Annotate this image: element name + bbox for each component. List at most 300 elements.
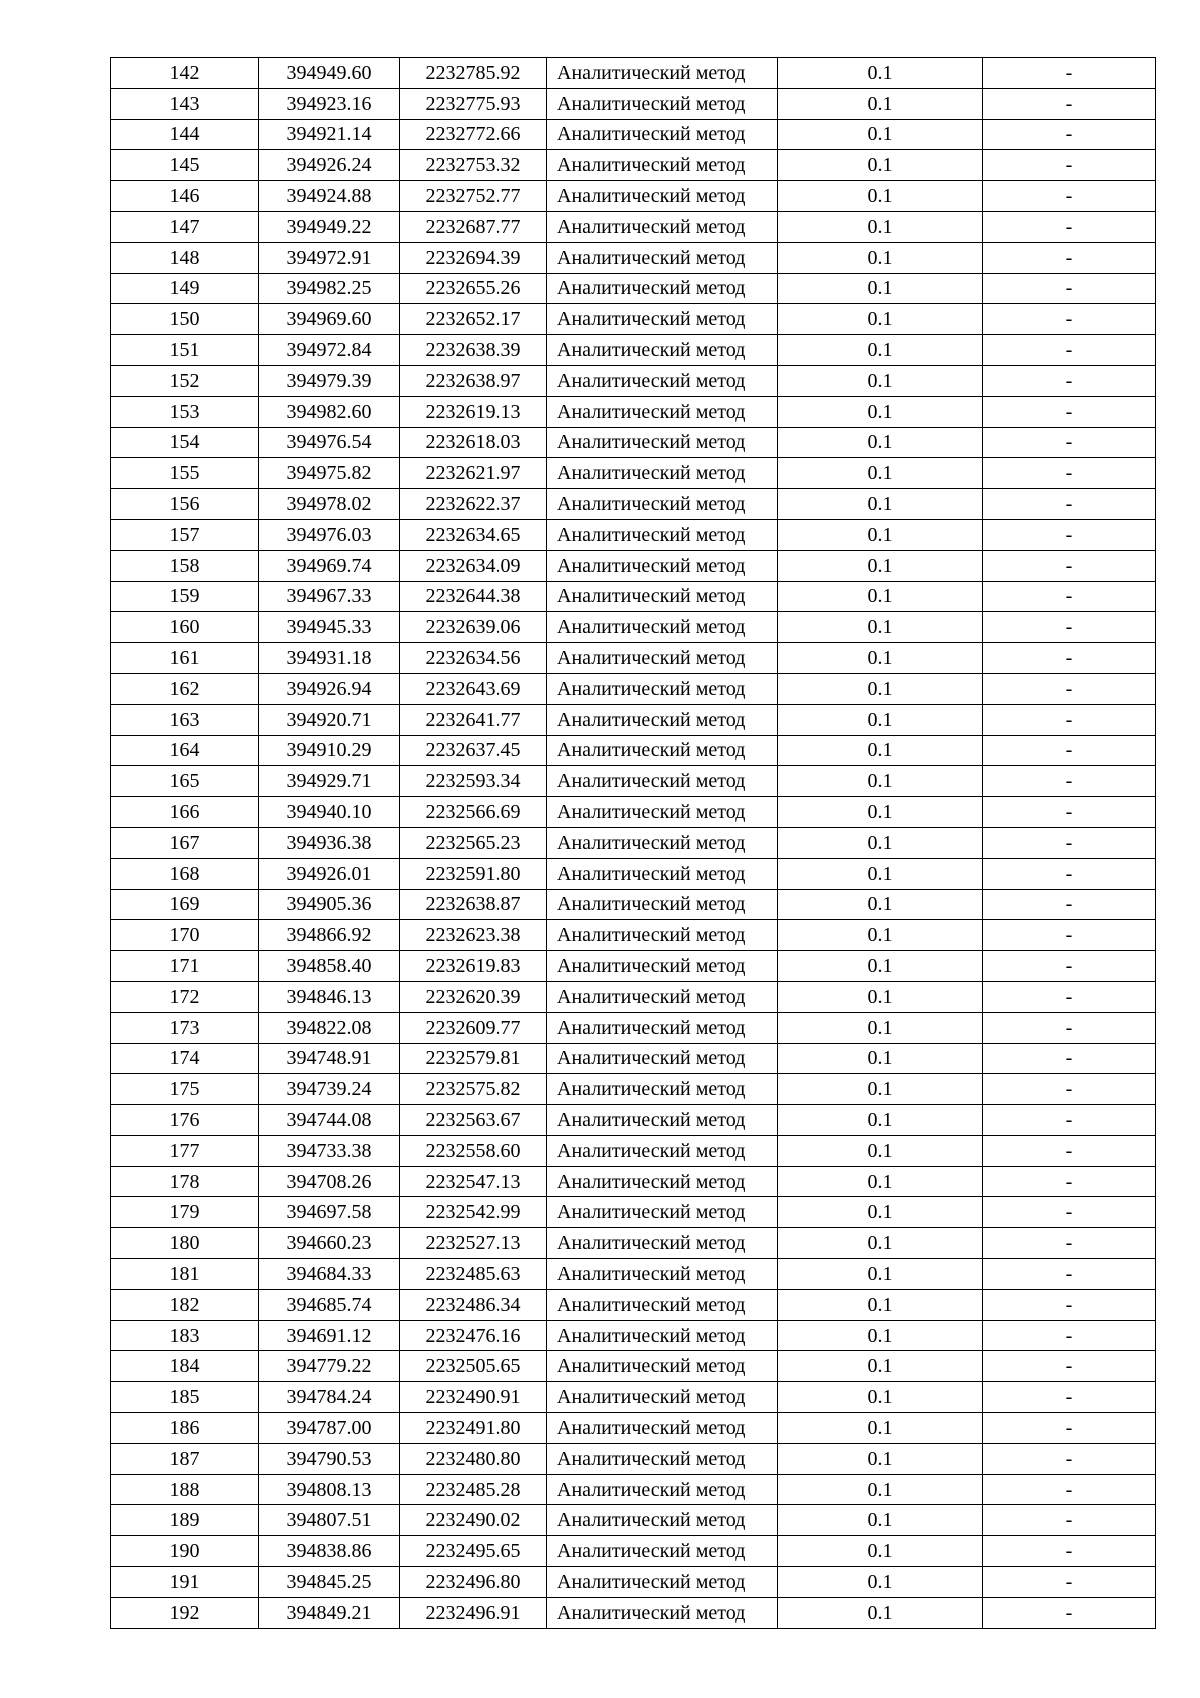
table-row (111, 797, 1156, 828)
description-cell: - (983, 1351, 1156, 1382)
point-number-cell: 162 (111, 673, 259, 704)
method-cell: Аналитический метод (547, 335, 778, 366)
y-coordinate-cell: 2232579.81 (400, 1043, 547, 1074)
method-cell: Аналитический метод (547, 1289, 778, 1320)
method-cell: Аналитический метод (547, 1413, 778, 1444)
y-coordinate-cell: 2232490.02 (400, 1505, 547, 1536)
method-cell: Аналитический метод (547, 766, 778, 797)
y-coordinate-cell: 2232565.23 (400, 827, 547, 858)
method-cell: Аналитический метод (547, 211, 778, 242)
method-cell: Аналитический метод (547, 181, 778, 212)
method-cell: Аналитический метод (547, 1074, 778, 1105)
method-cell: Аналитический метод (547, 1135, 778, 1166)
method-cell: Аналитический метод (547, 797, 778, 828)
y-coordinate-cell: 2232752.77 (400, 181, 547, 212)
table-row (111, 1166, 1156, 1197)
y-coordinate-cell: 2232591.80 (400, 858, 547, 889)
point-number-cell: 173 (111, 1012, 259, 1043)
precision-cell: 0.1 (778, 1289, 983, 1320)
method-cell: Аналитический метод (547, 1382, 778, 1413)
table-row (111, 612, 1156, 643)
x-coordinate-cell: 394708.26 (259, 1166, 400, 1197)
precision-cell: 0.1 (778, 951, 983, 982)
y-coordinate-cell: 2232575.82 (400, 1074, 547, 1105)
method-cell: Аналитический метод (547, 981, 778, 1012)
point-number-cell: 168 (111, 858, 259, 889)
table-row (111, 858, 1156, 889)
method-cell: Аналитический метод (547, 1012, 778, 1043)
y-coordinate-cell: 2232491.80 (400, 1413, 547, 1444)
point-number-cell: 188 (111, 1474, 259, 1505)
method-cell: Аналитический метод (547, 1259, 778, 1290)
x-coordinate-cell: 394969.74 (259, 550, 400, 581)
precision-cell: 0.1 (778, 273, 983, 304)
precision-cell: 0.1 (778, 704, 983, 735)
point-number-cell: 190 (111, 1536, 259, 1567)
method-cell: Аналитический метод (547, 673, 778, 704)
point-number-cell: 179 (111, 1197, 259, 1228)
precision-cell: 0.1 (778, 211, 983, 242)
description-cell: - (983, 1135, 1156, 1166)
precision-cell: 0.1 (778, 1105, 983, 1136)
table-row (111, 335, 1156, 366)
table-row (111, 427, 1156, 458)
point-number-cell: 172 (111, 981, 259, 1012)
method-cell: Аналитический метод (547, 951, 778, 982)
table-row (111, 1197, 1156, 1228)
table-row (111, 1474, 1156, 1505)
description-cell: - (983, 1567, 1156, 1598)
y-coordinate-cell: 2232593.34 (400, 766, 547, 797)
table-row (111, 519, 1156, 550)
table-row (111, 1228, 1156, 1259)
description-cell: - (983, 1012, 1156, 1043)
description-cell: - (983, 1259, 1156, 1290)
x-coordinate-cell: 394905.36 (259, 889, 400, 920)
y-coordinate-cell: 2232619.13 (400, 396, 547, 427)
precision-cell: 0.1 (778, 1197, 983, 1228)
precision-cell: 0.1 (778, 242, 983, 273)
description-cell: - (983, 489, 1156, 520)
y-coordinate-cell: 2232644.38 (400, 581, 547, 612)
method-cell: Аналитический метод (547, 1043, 778, 1074)
precision-cell: 0.1 (778, 1320, 983, 1351)
method-cell: Аналитический метод (547, 1105, 778, 1136)
y-coordinate-cell: 2232620.39 (400, 981, 547, 1012)
x-coordinate-cell: 394846.13 (259, 981, 400, 1012)
point-number-cell: 153 (111, 396, 259, 427)
description-cell: - (983, 1289, 1156, 1320)
method-cell: Аналитический метод (547, 920, 778, 951)
y-coordinate-cell: 2232785.92 (400, 58, 547, 89)
table-row (111, 458, 1156, 489)
y-coordinate-cell: 2232495.65 (400, 1536, 547, 1567)
table-row (111, 827, 1156, 858)
method-cell: Аналитический метод (547, 119, 778, 150)
table-row (111, 1043, 1156, 1074)
y-coordinate-cell: 2232566.69 (400, 797, 547, 828)
y-coordinate-cell: 2232639.06 (400, 612, 547, 643)
method-cell: Аналитический метод (547, 365, 778, 396)
precision-cell: 0.1 (778, 1074, 983, 1105)
description-cell: - (983, 1505, 1156, 1536)
description-cell: - (983, 150, 1156, 181)
x-coordinate-cell: 394976.54 (259, 427, 400, 458)
description-cell: - (983, 1536, 1156, 1567)
point-number-cell: 161 (111, 643, 259, 674)
x-coordinate-cell: 394849.21 (259, 1597, 400, 1628)
precision-cell: 0.1 (778, 1043, 983, 1074)
precision-cell: 0.1 (778, 181, 983, 212)
point-number-cell: 176 (111, 1105, 259, 1136)
x-coordinate-cell: 394949.60 (259, 58, 400, 89)
x-coordinate-cell: 394685.74 (259, 1289, 400, 1320)
y-coordinate-cell: 2232622.37 (400, 489, 547, 520)
description-cell: - (983, 1228, 1156, 1259)
y-coordinate-cell: 2232634.65 (400, 519, 547, 550)
method-cell: Аналитический метод (547, 88, 778, 119)
method-cell: Аналитический метод (547, 242, 778, 273)
y-coordinate-cell: 2232623.38 (400, 920, 547, 951)
description-cell: - (983, 550, 1156, 581)
y-coordinate-cell: 2232485.63 (400, 1259, 547, 1290)
description-cell: - (983, 1474, 1156, 1505)
description-cell: - (983, 519, 1156, 550)
precision-cell: 0.1 (778, 1443, 983, 1474)
x-coordinate-cell: 394787.00 (259, 1413, 400, 1444)
y-coordinate-cell: 2232634.56 (400, 643, 547, 674)
description-cell: - (983, 1320, 1156, 1351)
y-coordinate-cell: 2232496.91 (400, 1597, 547, 1628)
y-coordinate-cell: 2232775.93 (400, 88, 547, 119)
precision-cell: 0.1 (778, 427, 983, 458)
y-coordinate-cell: 2232638.39 (400, 335, 547, 366)
table-row (111, 766, 1156, 797)
method-cell: Аналитический метод (547, 704, 778, 735)
precision-cell: 0.1 (778, 797, 983, 828)
table-row (111, 673, 1156, 704)
point-number-cell: 170 (111, 920, 259, 951)
method-cell: Аналитический метод (547, 1197, 778, 1228)
table-row (111, 550, 1156, 581)
table-row (111, 951, 1156, 982)
method-cell: Аналитический метод (547, 1443, 778, 1474)
description-cell: - (983, 242, 1156, 273)
table-row (111, 396, 1156, 427)
table-row (111, 242, 1156, 273)
method-cell: Аналитический метод (547, 550, 778, 581)
table-row (111, 304, 1156, 335)
table-row (111, 1413, 1156, 1444)
description-cell: - (983, 889, 1156, 920)
point-number-cell: 181 (111, 1259, 259, 1290)
y-coordinate-cell: 2232643.69 (400, 673, 547, 704)
point-number-cell: 160 (111, 612, 259, 643)
x-coordinate-cell: 394931.18 (259, 643, 400, 674)
table-row (111, 88, 1156, 119)
table-row (111, 735, 1156, 766)
table-row (111, 1597, 1156, 1628)
precision-cell: 0.1 (778, 1505, 983, 1536)
point-number-cell: 156 (111, 489, 259, 520)
point-number-cell: 183 (111, 1320, 259, 1351)
table-row (111, 643, 1156, 674)
method-cell: Аналитический метод (547, 273, 778, 304)
table-row (111, 1012, 1156, 1043)
precision-cell: 0.1 (778, 519, 983, 550)
table-row (111, 181, 1156, 212)
description-cell: - (983, 612, 1156, 643)
x-coordinate-cell: 394945.33 (259, 612, 400, 643)
method-cell: Аналитический метод (547, 858, 778, 889)
x-coordinate-cell: 394926.94 (259, 673, 400, 704)
method-cell: Аналитический метод (547, 1597, 778, 1628)
precision-cell: 0.1 (778, 88, 983, 119)
precision-cell: 0.1 (778, 1135, 983, 1166)
table-row (111, 58, 1156, 89)
x-coordinate-cell: 394921.14 (259, 119, 400, 150)
table-row (111, 704, 1156, 735)
table-row (111, 1382, 1156, 1413)
x-coordinate-cell: 394976.03 (259, 519, 400, 550)
x-coordinate-cell: 394733.38 (259, 1135, 400, 1166)
precision-cell: 0.1 (778, 489, 983, 520)
table-row (111, 1505, 1156, 1536)
point-number-cell: 180 (111, 1228, 259, 1259)
method-cell: Аналитический метод (547, 396, 778, 427)
table-row (111, 1567, 1156, 1598)
table-row (111, 1259, 1156, 1290)
description-cell: - (983, 673, 1156, 704)
precision-cell: 0.1 (778, 1012, 983, 1043)
method-cell: Аналитический метод (547, 1536, 778, 1567)
precision-cell: 0.1 (778, 150, 983, 181)
x-coordinate-cell: 394838.86 (259, 1536, 400, 1567)
y-coordinate-cell: 2232637.45 (400, 735, 547, 766)
y-coordinate-cell: 2232638.87 (400, 889, 547, 920)
description-cell: - (983, 211, 1156, 242)
x-coordinate-cell: 394926.24 (259, 150, 400, 181)
precision-cell: 0.1 (778, 981, 983, 1012)
x-coordinate-cell: 394920.71 (259, 704, 400, 735)
description-cell: - (983, 88, 1156, 119)
method-cell: Аналитический метод (547, 1351, 778, 1382)
method-cell: Аналитический метод (547, 1320, 778, 1351)
x-coordinate-cell: 394969.60 (259, 304, 400, 335)
precision-cell: 0.1 (778, 581, 983, 612)
point-number-cell: 189 (111, 1505, 259, 1536)
table-row (111, 1074, 1156, 1105)
description-cell: - (983, 797, 1156, 828)
precision-cell: 0.1 (778, 766, 983, 797)
method-cell: Аналитический метод (547, 1505, 778, 1536)
x-coordinate-cell: 394779.22 (259, 1351, 400, 1382)
point-number-cell: 185 (111, 1382, 259, 1413)
description-cell: - (983, 643, 1156, 674)
method-cell: Аналитический метод (547, 1474, 778, 1505)
method-cell: Аналитический метод (547, 458, 778, 489)
x-coordinate-cell: 394936.38 (259, 827, 400, 858)
point-number-cell: 151 (111, 335, 259, 366)
point-number-cell: 164 (111, 735, 259, 766)
y-coordinate-cell: 2232638.97 (400, 365, 547, 396)
point-number-cell: 148 (111, 242, 259, 273)
x-coordinate-cell: 394940.10 (259, 797, 400, 828)
x-coordinate-cell: 394822.08 (259, 1012, 400, 1043)
point-number-cell: 184 (111, 1351, 259, 1382)
y-coordinate-cell: 2232476.16 (400, 1320, 547, 1351)
description-cell: - (983, 273, 1156, 304)
point-number-cell: 175 (111, 1074, 259, 1105)
table-body (111, 58, 1156, 1629)
precision-cell: 0.1 (778, 304, 983, 335)
point-number-cell: 187 (111, 1443, 259, 1474)
table-row (111, 211, 1156, 242)
method-cell: Аналитический метод (547, 735, 778, 766)
table-row (111, 119, 1156, 150)
precision-cell: 0.1 (778, 673, 983, 704)
method-cell: Аналитический метод (547, 427, 778, 458)
precision-cell: 0.1 (778, 735, 983, 766)
description-cell: - (983, 1166, 1156, 1197)
table-row (111, 489, 1156, 520)
description-cell: - (983, 304, 1156, 335)
table-row (111, 1443, 1156, 1474)
y-coordinate-cell: 2232480.80 (400, 1443, 547, 1474)
y-coordinate-cell: 2232687.77 (400, 211, 547, 242)
table-row (111, 1320, 1156, 1351)
x-coordinate-cell: 394926.01 (259, 858, 400, 889)
method-cell: Аналитический метод (547, 1166, 778, 1197)
y-coordinate-cell: 2232486.34 (400, 1289, 547, 1320)
description-cell: - (983, 920, 1156, 951)
description-cell: - (983, 827, 1156, 858)
point-number-cell: 163 (111, 704, 259, 735)
table-row (111, 1536, 1156, 1567)
y-coordinate-cell: 2232621.97 (400, 458, 547, 489)
description-cell: - (983, 458, 1156, 489)
description-cell: - (983, 335, 1156, 366)
precision-cell: 0.1 (778, 1474, 983, 1505)
point-number-cell: 155 (111, 458, 259, 489)
x-coordinate-cell: 394949.22 (259, 211, 400, 242)
y-coordinate-cell: 2232772.66 (400, 119, 547, 150)
x-coordinate-cell: 394790.53 (259, 1443, 400, 1474)
point-number-cell: 154 (111, 427, 259, 458)
precision-cell: 0.1 (778, 920, 983, 951)
x-coordinate-cell: 394923.16 (259, 88, 400, 119)
x-coordinate-cell: 394845.25 (259, 1567, 400, 1598)
y-coordinate-cell: 2232490.91 (400, 1382, 547, 1413)
point-number-cell: 166 (111, 797, 259, 828)
x-coordinate-cell: 394982.25 (259, 273, 400, 304)
method-cell: Аналитический метод (547, 58, 778, 89)
point-number-cell: 177 (111, 1135, 259, 1166)
table-row (111, 150, 1156, 181)
precision-cell: 0.1 (778, 858, 983, 889)
x-coordinate-cell: 394684.33 (259, 1259, 400, 1290)
table-row (111, 920, 1156, 951)
point-number-cell: 178 (111, 1166, 259, 1197)
x-coordinate-cell: 394967.33 (259, 581, 400, 612)
x-coordinate-cell: 394866.92 (259, 920, 400, 951)
precision-cell: 0.1 (778, 889, 983, 920)
y-coordinate-cell: 2232527.13 (400, 1228, 547, 1259)
precision-cell: 0.1 (778, 1597, 983, 1628)
x-coordinate-cell: 394975.82 (259, 458, 400, 489)
x-coordinate-cell: 394972.91 (259, 242, 400, 273)
x-coordinate-cell: 394697.58 (259, 1197, 400, 1228)
point-number-cell: 169 (111, 889, 259, 920)
point-number-cell: 147 (111, 211, 259, 242)
description-cell: - (983, 1074, 1156, 1105)
x-coordinate-cell: 394929.71 (259, 766, 400, 797)
x-coordinate-cell: 394910.29 (259, 735, 400, 766)
description-cell: - (983, 1105, 1156, 1136)
precision-cell: 0.1 (778, 1536, 983, 1567)
point-number-cell: 186 (111, 1413, 259, 1444)
description-cell: - (983, 858, 1156, 889)
table-row (111, 1105, 1156, 1136)
point-number-cell: 145 (111, 150, 259, 181)
method-cell: Аналитический метод (547, 519, 778, 550)
x-coordinate-cell: 394784.24 (259, 1382, 400, 1413)
point-number-cell: 167 (111, 827, 259, 858)
table-row (111, 273, 1156, 304)
y-coordinate-cell: 2232505.65 (400, 1351, 547, 1382)
description-cell: - (983, 766, 1156, 797)
y-coordinate-cell: 2232618.03 (400, 427, 547, 458)
table-row (111, 1351, 1156, 1382)
x-coordinate-cell: 394978.02 (259, 489, 400, 520)
x-coordinate-cell: 394979.39 (259, 365, 400, 396)
precision-cell: 0.1 (778, 827, 983, 858)
precision-cell: 0.1 (778, 335, 983, 366)
y-coordinate-cell: 2232558.60 (400, 1135, 547, 1166)
method-cell: Аналитический метод (547, 643, 778, 674)
precision-cell: 0.1 (778, 1259, 983, 1290)
point-number-cell: 158 (111, 550, 259, 581)
x-coordinate-cell: 394744.08 (259, 1105, 400, 1136)
y-coordinate-cell: 2232485.28 (400, 1474, 547, 1505)
method-cell: Аналитический метод (547, 1228, 778, 1259)
precision-cell: 0.1 (778, 396, 983, 427)
point-number-cell: 182 (111, 1289, 259, 1320)
point-number-cell: 159 (111, 581, 259, 612)
description-cell: - (983, 581, 1156, 612)
precision-cell: 0.1 (778, 58, 983, 89)
description-cell: - (983, 951, 1156, 982)
y-coordinate-cell: 2232496.80 (400, 1567, 547, 1598)
table-row (111, 981, 1156, 1012)
description-cell: - (983, 427, 1156, 458)
method-cell: Аналитический метод (547, 150, 778, 181)
description-cell: - (983, 1413, 1156, 1444)
y-coordinate-cell: 2232753.32 (400, 150, 547, 181)
x-coordinate-cell: 394972.84 (259, 335, 400, 366)
description-cell: - (983, 119, 1156, 150)
table-row (111, 1289, 1156, 1320)
table-row (111, 365, 1156, 396)
description-cell: - (983, 981, 1156, 1012)
method-cell: Аналитический метод (547, 581, 778, 612)
table-row (111, 581, 1156, 612)
point-number-cell: 165 (111, 766, 259, 797)
description-cell: - (983, 1043, 1156, 1074)
x-coordinate-cell: 394748.91 (259, 1043, 400, 1074)
point-number-cell: 174 (111, 1043, 259, 1074)
point-number-cell: 171 (111, 951, 259, 982)
